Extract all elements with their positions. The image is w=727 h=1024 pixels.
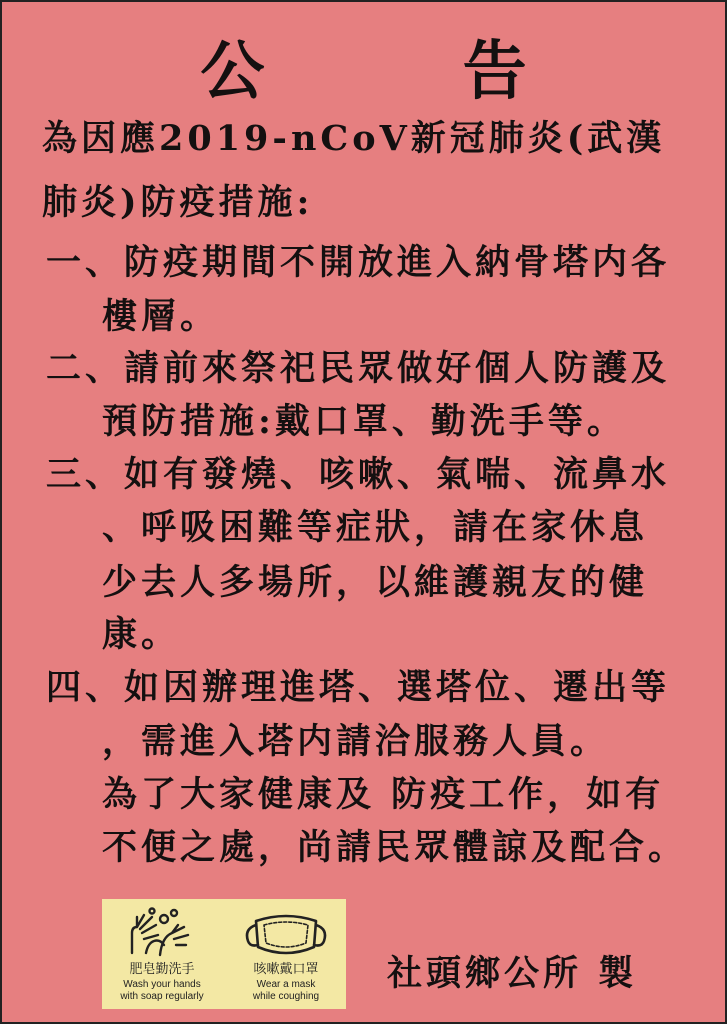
item-3-line-4: 康。 bbox=[102, 614, 181, 655]
item-4-line-1: 四、如因辦理進塔、選塔位、遷出等 bbox=[46, 667, 671, 708]
mask-en-2: while coughing bbox=[252, 991, 320, 1002]
intro-line-1: 為因應2019-nCoV新冠肺炎(武漢 bbox=[42, 118, 666, 159]
item-3-line-2: 、呼吸困難等症狀，請在家休息 bbox=[102, 507, 649, 548]
item-1-line-1: 一、防疫期間不開放進入納骨塔内各 bbox=[46, 242, 671, 283]
item-2-line-2: 預防措施:戴口罩、勤洗手等。 bbox=[102, 401, 626, 442]
item-4-line-4: 不便之處，尚請民眾體諒及配合。 bbox=[102, 827, 688, 868]
handwash-badge bbox=[102, 899, 222, 1009]
hygiene-badges bbox=[102, 899, 346, 1009]
handwash-en-1: Wash your hands bbox=[123, 979, 201, 990]
mask-badge bbox=[226, 899, 346, 1009]
mask-zh: 咳嗽戴口罩 bbox=[253, 962, 319, 977]
item-1-line-2: 樓層。 bbox=[102, 296, 220, 337]
handwash-en-2: with soap regularly bbox=[120, 991, 204, 1002]
item-3-line-3: 少去人多場所，以維護親友的健 bbox=[102, 562, 649, 603]
mask-en-1: Wear a mask bbox=[256, 979, 316, 990]
handwash-icon bbox=[102, 903, 222, 963]
item-2-line-1: 二、請前來祭祀民眾做好個人防護及 bbox=[46, 348, 671, 389]
item-4-line-3: 為了大家健康及 防疫工作，如有 bbox=[102, 774, 665, 815]
intro-line-2: 肺炎)防疫措施: bbox=[42, 182, 314, 223]
item-3-line-1: 三、如有發燒、咳嗽、氣喘、流鼻水 bbox=[46, 454, 671, 495]
item-4-line-2: ，需進入塔内請洽服務人員。 bbox=[102, 721, 610, 762]
face-mask-icon bbox=[226, 903, 346, 963]
notice-title: 公 告 bbox=[200, 35, 615, 109]
issuer-signature: 社頭鄉公所 製 bbox=[387, 953, 638, 994]
handwash-zh: 肥皂勤洗手 bbox=[129, 962, 195, 977]
